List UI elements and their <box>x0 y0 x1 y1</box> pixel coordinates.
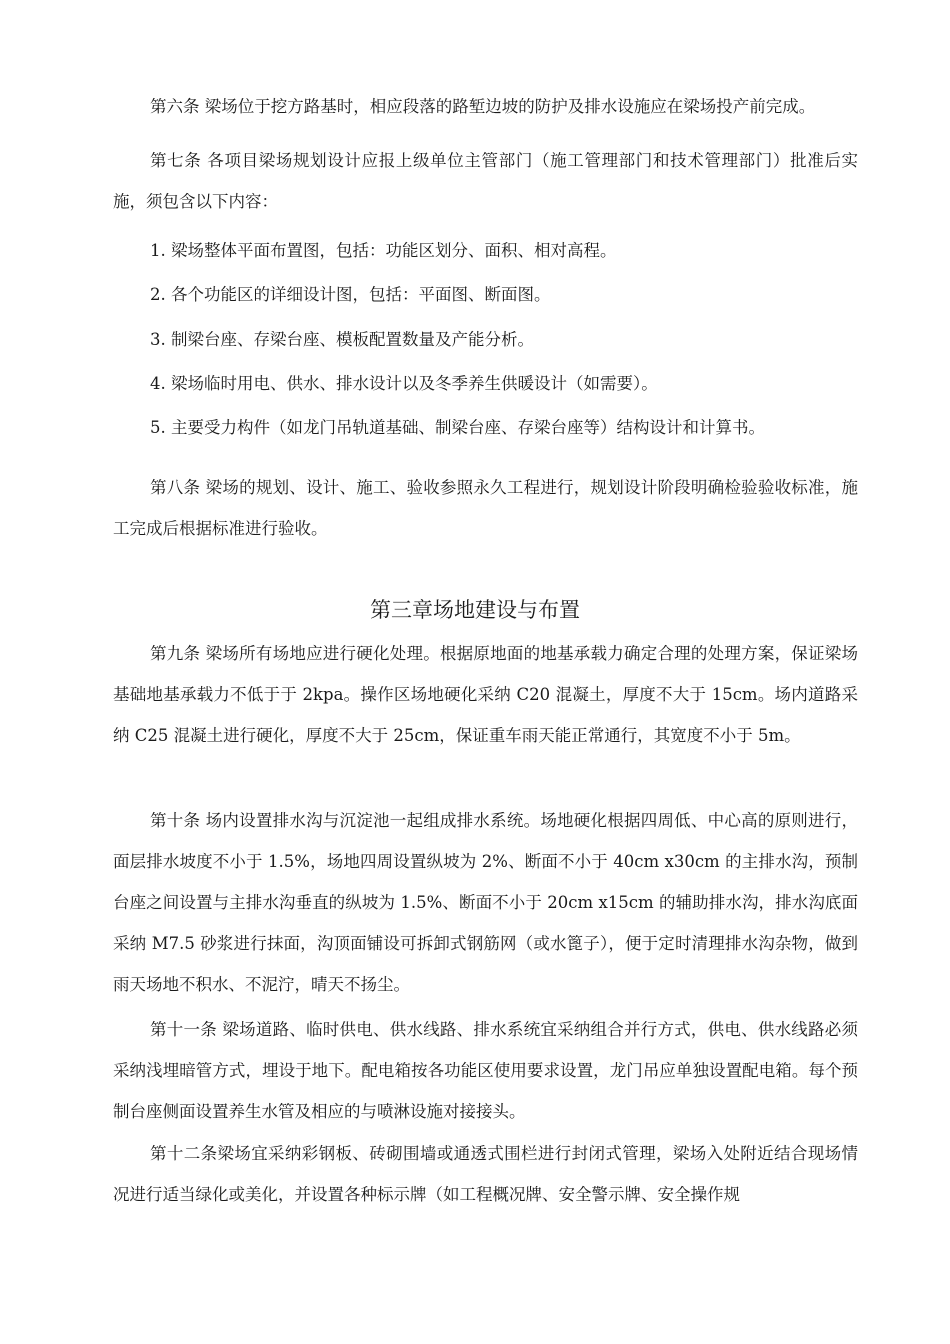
article-10-paragraph: 第十条 场内设置排水沟与沉淀池一起组成排水系统。场地硬化根据四周低、中心高的原则进行，面层排水坡度不小于 1.5%，场地四周设置纵坡为 2%、断面不小于 40cm x30cm 的主排水沟，预制台座之间设置与主排水沟垂直的纵坡为 1.5%、断面不小于 20cm x15cm 的辅助排水沟，排水沟底面采纳 M7.5 砂浆进行抹面，沟顶面铺设可拆卸式钢筋网（或水篦子），便于定时清理排水沟杂物，做到雨天场地不积水、不泥泞，晴天不扬尘。 <box>113 811 858 994</box>
article-12-paragraph: 第十二条梁场宜采纳彩钢板、砖砌围墙或通透式围栏进行封闭式管理，梁场入处附近结合现场情况进行适当绿化或美化，并设置各种标示牌（如工程概况牌、安全警示牌、安全操作规 <box>113 1144 858 1204</box>
list-item: 5. 主要受力构件（如龙门吊轨道基础、制梁台座、存梁台座等）结构设计和计算书。 <box>150 418 765 437</box>
article-9-paragraph: 第九条 梁场所有场地应进行硬化处理。根据原地面的地基承载力确定合理的处理方案，保证梁场基础地基承载力不低于于 2kpa。操作区场地硬化采纳 C20 混凝土，厚度不大于 15cm。场内道路采纳 C25 混凝土进行硬化，厚度不大于 25cm，保证重车雨天能正常通行，其宽度不小于 5m。 <box>113 644 858 745</box>
list-item: 4. 梁场临时用电、供水、排水设计以及冬季养生供暖设计（如需要）。 <box>150 374 658 393</box>
list-item: 3. 制梁台座、存梁台座、模板配置数量及产能分析。 <box>150 330 534 349</box>
list-item: 2. 各个功能区的详细设计图，包括：平面图、断面图。 <box>150 285 551 304</box>
list-item: 1. 梁场整体平面布置图，包括：功能区划分、面积、相对高程。 <box>150 241 617 260</box>
article-7-paragraph: 第七条 各项目梁场规划设计应报上级单位主管部门（施工管理部门和技术管理部门）批准后实施，须包含以下内容： <box>113 151 858 211</box>
article-11-paragraph: 第十一条 梁场道路、临时供电、供水线路、排水系统宜采纳组合并行方式，供电、供水线路必须采纳浅埋暗管方式，埋设于地下。配电箱按各功能区使用要求设置，龙门吊应单独设置配电箱。每个预制台座侧面设置养生水管及相应的与喷淋设施对接接头。 <box>113 1020 858 1121</box>
article-8-paragraph: 第八条 梁场的规划、设计、施工、验收参照永久工程进行，规划设计阶段明确检验验收标准，施工完成后根据标准进行验收。 <box>113 478 858 538</box>
chapter-title: 第三章场地建设与布置 <box>370 598 580 622</box>
article-6-paragraph: 第六条 梁场位于挖方路基时，相应段落的路堑边坡的防护及排水设施应在梁场投产前完成。 <box>150 97 816 116</box>
